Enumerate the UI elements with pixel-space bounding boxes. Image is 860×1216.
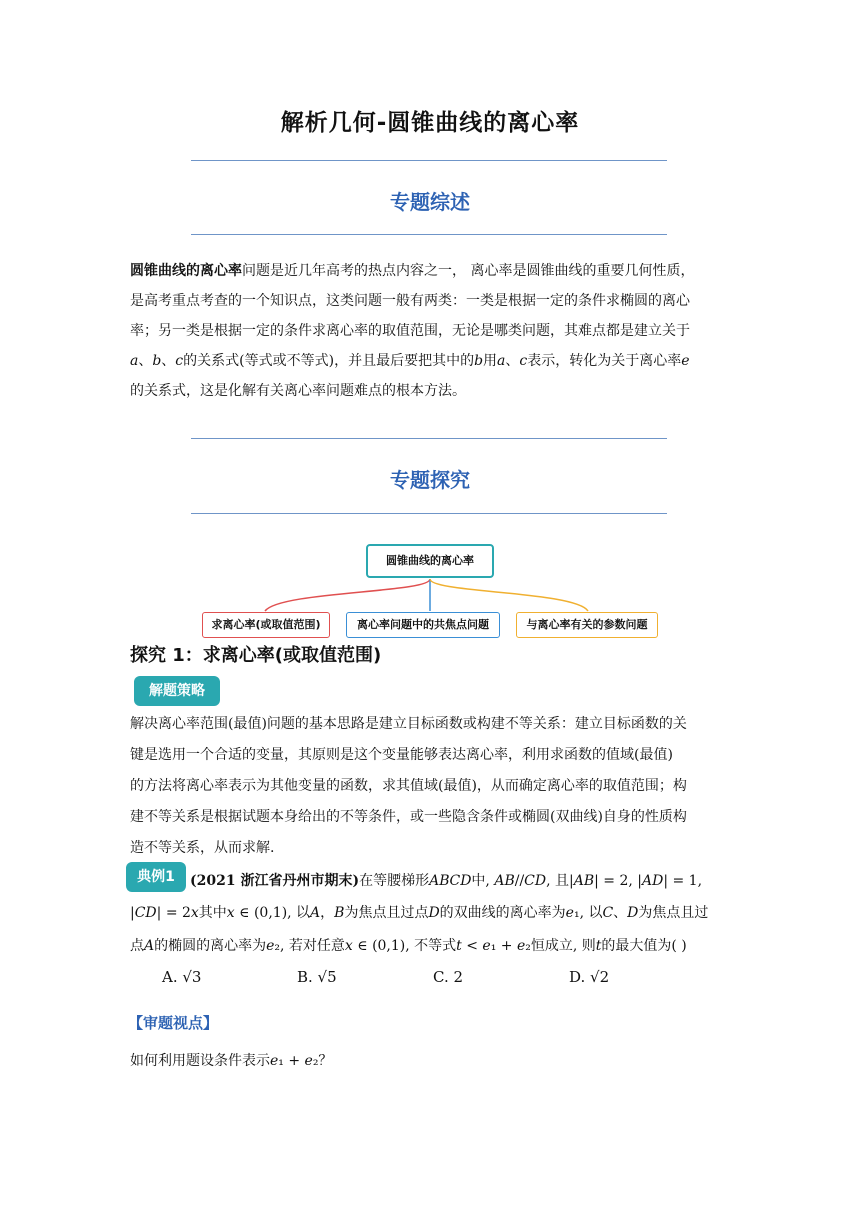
page-title: 解析几何-圆锥曲线的离心率 (280, 110, 580, 136)
strategy-line-2: 键是选用一个合适的变量，其原则是这个变量能够表达离心率，利用求函数的值域(最值) (130, 747, 673, 763)
review-heading: 【审题视点】 (128, 1014, 219, 1032)
divider (191, 160, 667, 161)
option-b: B. √5 (297, 968, 337, 986)
intro-line-5: 的关系式，这是化解有关离心率问题难点的根本方法。 (130, 383, 466, 399)
strategy-line-3: 的方法将离心率表示为其他变量的函数，求其值域(最值)，从而确定离心率的取值范围；构 (130, 778, 687, 794)
strategy-line-1: 解决离心率范围(最值)问题的基本思路是建立目标函数或构建不等关系：建立目标函数的关 (130, 716, 687, 732)
example-source: (2021 浙江省丹州市期末) (190, 873, 360, 889)
option-c: C. 2 (433, 968, 464, 986)
intro-paragraph (130, 256, 740, 406)
intro-bold-lead: 圆锥曲线的离心率 (130, 263, 242, 279)
section-heading-explore: 专题探究 (390, 468, 470, 492)
example-line-2: |𝐶𝐷| = 2𝑥其中𝑥 ∈ (0,1), 以𝐴，𝐵为焦点且过点𝐷的双曲线的离心率为𝑒₁, 以𝐶、𝐷为焦点且过 (130, 905, 709, 921)
strategy-paragraph (130, 709, 740, 864)
mindmap-node-2: 离心率问题中的共焦点问题 (346, 612, 500, 638)
heading-explore-1: 探究 1：求离心率(或取值范围) (130, 645, 382, 666)
example-body (130, 897, 750, 963)
divider (191, 438, 667, 439)
intro-line-3: 率；另一类是根据一定的条件求离心率的取值范围，无论是哪类问题，其难点都是建立关于 (130, 323, 690, 339)
option-a: A. √3 (162, 968, 202, 986)
divider (191, 234, 667, 235)
example-first-line: (2021 浙江省丹州市期末)在等腰梯形𝐴𝐵𝐶𝐷中, 𝐴𝐵//𝐶𝐷, 且|𝐴𝐵| = 2, |𝐴𝐷| = 1, (190, 873, 703, 889)
strategy-line-5: 造不等关系，从而求解. (130, 840, 275, 856)
mindmap-node-1: 求离心率(或取值范围) (202, 612, 330, 638)
divider (191, 513, 667, 514)
intro-line-1: 圆锥曲线的离心率问题是近几年高考的热点内容之一， 离心率是圆锥曲线的重要几何性质， (130, 263, 695, 279)
option-d: D. √2 (569, 968, 610, 986)
intro-line-2: 是高考重点考查的一个知识点，这类问题一般有两类：一类是根据一定的条件求椭圆的离心 (130, 293, 690, 309)
strategy-line-4: 建不等关系是根据试题本身给出的不等条件，或一些隐含条件或椭圆(双曲线)自身的性质构 (130, 809, 687, 825)
example-tag: 典例1 (126, 862, 186, 892)
review-text: 如何利用题设条件表示𝑒₁ + 𝑒₂？ (130, 1053, 333, 1069)
mindmap-node-3: 与离心率有关的参数问题 (516, 612, 658, 638)
mindmap-root: 圆锥曲线的离心率 (366, 544, 494, 578)
section-heading-overview: 专题综述 (390, 190, 470, 214)
strategy-tag: 解题策略 (134, 676, 220, 706)
example-line-3: 点𝐴的椭圆的离心率为𝑒₂, 若对任意𝑥 ∈ (0,1), 不等式𝑡 < 𝑒₁ + 𝑒₂恒成立, 则𝑡的最大值为( ) (130, 938, 687, 954)
intro-line-4: 𝑎、𝑏、𝑐的关系式(等式或不等式)，并且最后要把其中的𝑏用𝑎、𝑐表示，转化为关于离心率𝑒 (130, 353, 690, 369)
